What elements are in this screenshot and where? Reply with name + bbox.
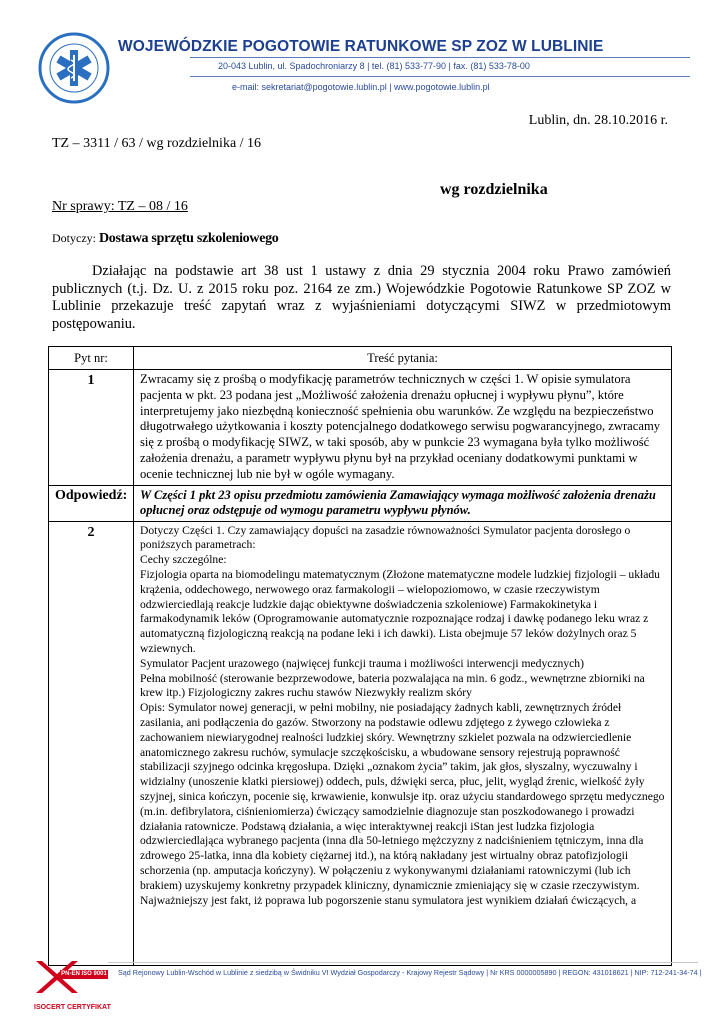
footer-rule [108, 962, 698, 963]
question-paragraph: Fizjologia oparta na biomodelingu matematycznym (Złożone matematyczne modele ludzkiej fizjologii – układu krążenia, oddechowego, nerwowego oraz farmakologii – wielopoziomowo, w czasie rzeczywistym odzwierciedlają reakcje ludzkie dając obiektywne doświadczenia szkoleniowe) Farmakokinetyka i farmakodynamik leków (Oprogramowanie automatycznie rozpoznające rodzaj i dawkę podanego leku wraz z automatyczną fizjologiczną reakcją na podane leki i ich dawki). Lista obejmuje 57 leków dożylnych oraz 5 wziewnych. [140, 567, 660, 655]
organization-address: 20-043 Lublin, ul. Spadochroniarzy 8 | tel. (81) 533-77-90 | fax. (81) 533-78-00 [218, 61, 530, 71]
question-text: Zwracamy się z prośbą o modyfikację parametrów technicznych w części 1. W opisie symulatora pacjenta w pkt. 23 podana jest „Możliwość założenia drenażu opłucnej i wypływu płynu”, które interpretujemy jako niezbędną konieczność spełnienia obu warunków. Ze względu na bezpieczeństwo długotrwałego użytkowania i koszty potencjalnego dodatkowego serwisu pogwarancyjnego, zwracamy się z prośbą o modyfikację SIWZ, w taki sposób, aby w punkcie 23 wymagana była tylko możliwość założenia drenażu, a parametr wypływu płynu był na przykład oceniany dodatkowymi punktami w ocenie technicznej lub nie był w ogóle wymagany. [134, 370, 672, 486]
answer-text: W Części 1 pkt 23 opisu przedmiotu zamówienia Zamawiający wymaga możliwość założenia drenażu opłucnej oraz odstępuje od wymogu parametru wypływu płynów. [134, 485, 672, 521]
question-number: 1 [49, 370, 134, 486]
certificate-label: ISOCERT CERTYFIKAT [34, 1004, 111, 1011]
iso-badge: PN-EN ISO 9001 [61, 971, 107, 977]
organization-name: WOJEWÓDZKIE POGOTOWIE RATUNKOWE SP ZOZ W LUBLINIE [118, 38, 604, 55]
subject-line [52, 231, 279, 247]
question-paragraph: Symulator Pacjent urazowego (najwięcej funkcji trauma i możliwości interwencji medycznych) [140, 656, 584, 670]
table-row [49, 370, 672, 486]
registry-info: Sąd Rejonowy Lublin-Wschód w Lublinie z siedzibą w Świdniku VI Wydział Gospodarczy - Krajowy Rejestr Sądowy | Nr KRS 0000005890 | REGON: 431018621 | NIP: 712-241-34-74 | [118, 968, 702, 977]
column-header-question: Treść pytania: [134, 347, 672, 370]
questions-table [48, 346, 672, 966]
question-text [134, 521, 672, 965]
question-paragraph: Dotyczy Części 1. Czy zamawiający dopuści na zasadzie równoważności Symulator pacjenta dorosłego o poniższych parametrach: [140, 523, 631, 552]
question-paragraph: Opis: Symulator nowej generacji, w pełni mobilny, nie posiadający żadnych kabli, zewnętrznych źródeł zasilania, ani podłączenia do gazów. Stworzony na podstawie odlewu zdjętego z żywego człowieka z zachowaniem niewiarygodnej realności ludzkiej skóry. Wewnętrzny szkielet pozwala na odzwierciedlenie anatomicznego zakresu ruchów, symulacje szczękościsku, a wbudowane sensory rejestrują poprawność stabilizacji szyjnego odcinka kręgosłupa. Dzięki „oznakom życia” takim, jak głos, słyszalny, wyczuwalny i widzialny (unoszenie klatki piersiowej) oddech, puls, dźwięki serca, płuc, jelit, wygląd źrenic, wielkość żyły szyjnej, sinica kończyn, pocenie się, krwawienie, konwulsje itp. oraz użyciu standardowego sprzętu medycznego (m.in. defibrylatora, ciśnieniomierza) ćwiczący samodzielnie diagnozuje stan poszkodowanego i prowadzi działania ratownicze. Podstawą działania, a więc interaktywnej reakcji iStan jest ludzka fizjologia odzwierciedlająca wybranego pacjenta (inna dla 50-letniego mężczyzny z nadciśnieniem tętniczym, inna dla zdrowego 25-latka, inna dla kobiety ciężarnej itd.), na którą nakładany jest wirtualny obraz patofizjologii schorzenia (np. amputacja kończyny). W połączeniu z wykonywanymi działaniami ratowniczymi (lub ich brakiem) uzyskujemy konkretny przypadek kliniczny, dynamicznie zmieniający się w czasie rzeczywistym. Najważniejszy jest fakt, iż poprawa lub pogorszenie stanu symulatora jest wynikiem działań ćwiczących, a [140, 701, 665, 907]
question-number: 2 [49, 521, 134, 965]
reference-number: TZ – 3311 / 63 / wg rozdzielnika / 16 [52, 136, 262, 151]
table-header-row [49, 347, 672, 370]
column-header-number: Pyt nr: [49, 347, 134, 370]
table-row [49, 521, 672, 965]
case-number: Nr sprawy: TZ – 08 / 16 [52, 199, 188, 214]
question-paragraph: Cechy szczególne: [140, 553, 227, 567]
organization-logo [38, 32, 110, 104]
organization-contact: e-mail: sekretariat@pogotowie.lublin.pl | www.pogotowie.lublin.pl [232, 82, 490, 92]
place-date: Lublin, dn. 28.10.2016 r. [528, 113, 668, 128]
subject-value: Dostawa sprzętu szkoleniowego [99, 231, 279, 246]
intro-paragraph: Działając na podstawie art 38 ust 1 ustawy z dnia 29 stycznia 2004 roku Prawo zamówień publicznych (t.j. Dz. U. z 2015 roku poz. 2164 ze zm.) Wojewódzkie Pogotowie Ratunkowe SP ZOZ w Lublinie przekazuje treść zapytań wraz z wyjaśnieniami dotyczącymi SIWZ w przedmiotowym postępowaniu. [52, 263, 671, 332]
recipient: wg rozdzielnika [440, 181, 548, 198]
header-rule-top [190, 57, 690, 58]
header-rule-middle [190, 76, 690, 77]
question-paragraph: Pełna mobilność (sterowanie bezprzewodowe, bateria pozwalająca na min. 6 godz., wewnętrzne zbiorniki na krew itp.) Fizjologiczny zakres ruchu stawów Niezwykły realizm skóry [140, 671, 645, 700]
answer-row [49, 485, 672, 521]
subject-label: Dotyczy: [52, 231, 99, 245]
answer-label: Odpowiedź: [49, 485, 134, 521]
